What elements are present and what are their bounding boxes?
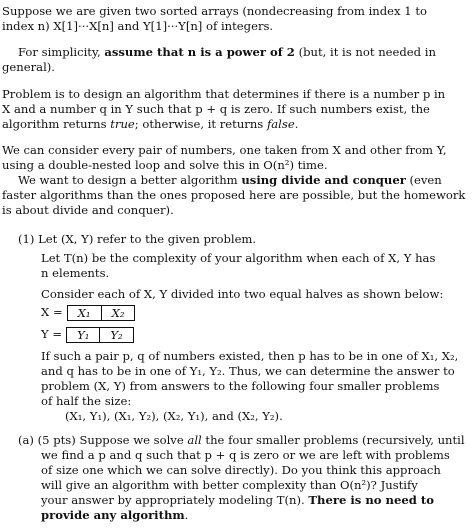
pair-line-4: of half the size:	[41, 394, 132, 408]
part-a-line-4: will give an algorithm with better complexity than O(n²)? Justify	[41, 478, 418, 492]
simplicity-bold: assume that n is a power of 2	[104, 45, 295, 59]
pairs-line-2: using a double-nested loop and solve this in O(n²) time.	[2, 158, 328, 172]
pairs-line-3-pre: We want to design a better algorithm	[18, 173, 238, 187]
x1-cell: X₁	[68, 306, 102, 320]
problem-line-3	[2, 117, 474, 132]
simplicity-line-2: general).	[2, 60, 55, 74]
subproblems-line: (X₁, Y₁), (X₁, Y₂), (X₂, Y₁), and (X₂, Y₂).	[65, 409, 283, 423]
simplicity-paragraph	[2, 45, 474, 75]
part-1-heading: (1) Let (X, Y) refer to the given problem.	[18, 232, 257, 246]
pair-line-3: problem (X, Y) from answers to the following four smaller problems	[41, 379, 440, 393]
part-a-line-1	[18, 433, 474, 448]
intro-line-1	[2, 4, 474, 19]
part-a-line-5-pre: your answer by appropriately modeling T(n).	[41, 493, 305, 507]
pairs-line-3-post: (even	[409, 173, 442, 187]
intro-paragraph	[2, 4, 474, 34]
part-1-consider	[41, 287, 474, 302]
false-word: false	[266, 117, 295, 131]
problem-line-3-pre: algorithm returns	[2, 117, 107, 131]
pairs-line-1: We can consider every pair of numbers, one taken from X and other from Y,	[2, 143, 447, 157]
part-1-t-line-2: n elements.	[41, 266, 110, 280]
part-a-line-3: of size one which we can solve directly). Do you think this approach	[41, 463, 441, 477]
part-1-consider-line: Consider each of X, Y divided into two equal halves as shown below:	[41, 287, 444, 301]
pairs-line-3	[2, 173, 474, 188]
problem-line-3-mid: ; otherwise, it returns	[134, 117, 264, 131]
part-a-section	[18, 433, 474, 523]
part-a-line-6	[18, 508, 474, 523]
x2-cell: X₂	[111, 306, 125, 320]
part-1-section	[18, 232, 474, 247]
y2-cell: Y₂	[110, 328, 123, 342]
simplicity-post: (but, it is not needed in	[298, 45, 436, 59]
pairs-paragraph	[2, 143, 474, 218]
subproblems-list	[65, 409, 474, 424]
pair-line-2: and q has to be in one of Y₁, Y₂. Thus, we can determine the answer to	[41, 364, 455, 378]
part-a-line-5-bold: There is no need to	[308, 493, 434, 507]
part-1-pair-paragraph	[41, 349, 474, 409]
y1-cell: Y₁	[67, 328, 100, 342]
problem-line-2: X and a number q in Y such that p + q is zero. If such numbers exist, the	[2, 102, 430, 116]
true-word: true	[110, 117, 135, 131]
y-label: Y =	[41, 327, 63, 341]
pairs-line-4: faster algorithms than the ones proposed here are possible, but the homework	[2, 188, 466, 202]
simplicity-pre: For simplicity,	[18, 45, 101, 59]
pairs-line-5: is about divide and conquer).	[2, 203, 174, 217]
x-label: X =	[41, 305, 63, 319]
simplicity-line-1	[2, 45, 474, 60]
part-a-all: all	[187, 433, 202, 447]
problem-line-1: Problem is to design an algorithm that determines if there is a number p in	[2, 87, 446, 101]
y-halves-row	[41, 327, 474, 343]
pair-line-1: If such a pair p, q of numbers existed, then p has to be in one of X₁, X₂,	[41, 349, 459, 363]
part-1-t-paragraph	[41, 251, 474, 281]
pairs-line-3-bold: using divide and conquer	[241, 173, 406, 187]
part-a-line-5	[18, 493, 474, 508]
part-a-line-6-bold: provide any algorithm	[41, 508, 185, 522]
part-a-line-1-post: the four smaller problems (recursively, until	[205, 433, 465, 447]
y-halves-box	[66, 327, 134, 343]
x-halves-row	[41, 305, 474, 321]
part-1-t-line-1: Let T(n) be the complexity of your algorithm when each of X, Y has	[41, 251, 436, 265]
part-a-line-2: we find a p and q such that p + q is zero or we are left with problems	[41, 448, 450, 462]
problem-line-3-end: .	[294, 117, 299, 131]
part-a-line-1-pre: (a) (5 pts) Suppose we solve	[18, 433, 184, 447]
x-halves-box	[67, 305, 136, 321]
part-a-line-6-end: .	[184, 508, 189, 522]
problem-paragraph	[2, 87, 474, 132]
intro-text-1: Suppose we are given two sorted arrays (nondecreasing from index 1 to	[2, 4, 427, 18]
intro-line-2: index n) X[1]···X[n] and Y[1]···Y[n] of integers.	[2, 19, 274, 33]
